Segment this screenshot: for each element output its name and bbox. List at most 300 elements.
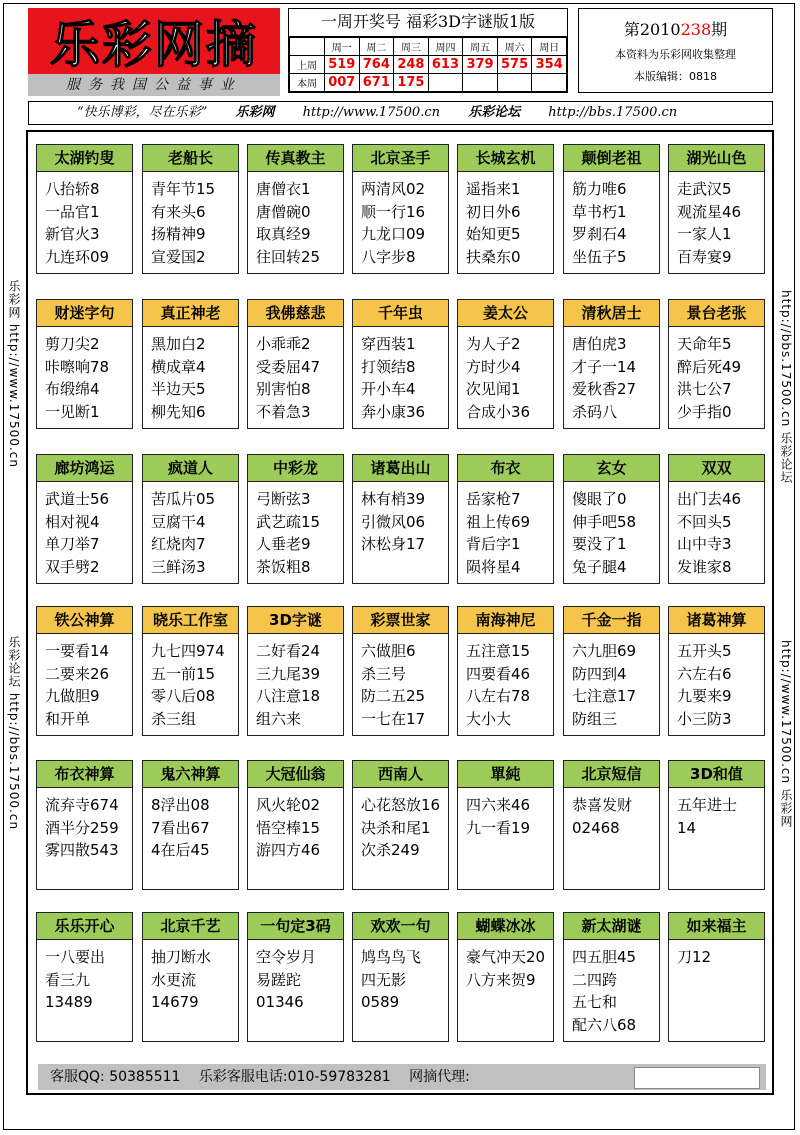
riddle-line (361, 556, 448, 578)
riddle-card (247, 454, 344, 584)
banner-quote: “快乐博彩，尽在乐彩” (77, 105, 208, 120)
riddle-line: 爱秋香27 (572, 380, 637, 398)
riddle-card-title: 颠倒老祖 (564, 145, 659, 172)
riddle-line: 流弃寺674 (45, 796, 119, 814)
riddle-line: 二要来26 (45, 664, 110, 683)
riddle-line: 13489 (45, 993, 93, 1011)
riddle-card-title: 西南人 (353, 761, 448, 788)
issue-panel (578, 8, 773, 93)
riddle-card-body (564, 482, 659, 578)
riddle-line: 决杀和尾1 (361, 818, 431, 837)
riddle-line: 一品官1 (45, 202, 100, 221)
this-week-number: 007 (325, 74, 360, 92)
riddle-line: 要没了1 (572, 535, 627, 553)
last-week-number: 519 (325, 56, 360, 74)
riddle-card-title: 廊坊鸿运 (37, 455, 132, 482)
riddle-card (142, 454, 239, 584)
riddle-card-title: 彩票世家 (353, 607, 448, 634)
riddle-card-body (143, 172, 238, 268)
riddle-card-body (248, 482, 343, 578)
riddle-line: 雾四散543 (45, 841, 119, 859)
this-week-number: 671 (359, 74, 394, 92)
riddle-line: 一七在17 (361, 709, 426, 728)
riddle-line: 茶饭粗8 (256, 557, 311, 576)
this-week-label: 本周 (290, 74, 325, 92)
riddle-card (247, 144, 344, 274)
footer (38, 1064, 766, 1090)
riddle-card-title: 老船长 (143, 145, 238, 172)
day-header: 周四 (428, 38, 463, 56)
riddle-card-body (248, 634, 343, 730)
riddle-card-title: 鬼六神算 (143, 761, 238, 788)
riddle-line: 出门去46 (677, 490, 742, 508)
riddle-card (563, 606, 660, 736)
riddle-line: 九七四974 (151, 642, 225, 660)
riddle-card-body (353, 172, 448, 268)
riddle-card-title: 长城玄机 (458, 145, 553, 172)
logo (28, 8, 280, 74)
riddle-line: 柳先知6 (151, 402, 206, 421)
riddle-card-title: 玄女 (564, 455, 659, 482)
riddle-card (457, 760, 554, 890)
riddle-line: 才子一14 (572, 357, 637, 376)
riddle-line: 山中寺3 (677, 535, 732, 553)
riddle-line: 次见闻1 (466, 380, 521, 398)
riddle-line: 半边天5 (151, 380, 206, 398)
riddle-line: 坐伍子5 (572, 247, 627, 266)
riddle-line: 沐松身17 (361, 535, 426, 553)
riddle-line: 横成章4 (151, 357, 206, 376)
riddle-card (142, 760, 239, 890)
riddle-line: 8浮出08 (151, 796, 210, 814)
riddle-card-title: 财迷字句 (37, 300, 132, 327)
riddle-card-title: 新太湖谜 (564, 913, 659, 940)
riddle-card (36, 144, 133, 274)
riddle-line: 初日外6 (466, 202, 521, 221)
riddle-line: 相对视4 (45, 512, 100, 531)
riddle-line: 易蹉跎 (256, 970, 302, 989)
riddle-line: 防四到4 (572, 664, 627, 683)
banner-site-url[interactable]: http://www.17500.cn (302, 105, 440, 120)
riddle-line: 遥指来1 (466, 180, 521, 198)
riddle-line: 三九尾39 (256, 664, 321, 683)
riddle-line: 洪七公7 (677, 380, 732, 398)
riddle-card-body (564, 327, 659, 423)
riddle-line: 小三防3 (677, 709, 732, 728)
riddle-line: 水更流 (151, 970, 197, 989)
riddle-line: 武艺疏15 (256, 512, 321, 531)
riddle-line: 观流星46 (677, 202, 742, 221)
riddle-card-body (353, 788, 448, 862)
riddle-card-body (37, 482, 132, 578)
riddle-line: 防组三 (572, 709, 618, 728)
riddle-line: 三鲜汤3 (151, 557, 206, 576)
riddle-card-body (248, 172, 343, 268)
riddle-line: 风火轮02 (256, 796, 321, 814)
riddle-line: 两清风02 (361, 180, 426, 198)
riddle-line: 五一前15 (151, 664, 216, 683)
riddle-line: 02468 (572, 818, 620, 837)
riddle-line: 青年节15 (151, 180, 216, 198)
editor: 本版编辑：0818 (634, 70, 717, 83)
logo-text: 乐彩网摘 (50, 16, 258, 74)
riddle-card (668, 299, 765, 429)
riddle-card (142, 606, 239, 736)
riddle-card (352, 606, 449, 736)
riddle-line: 抽刀断水 (151, 948, 212, 966)
riddle-line: 罗刹石4 (572, 225, 627, 243)
riddle-line: 有来头6 (151, 202, 206, 221)
riddle-line: 咔嚓响78 (45, 357, 110, 376)
riddle-line: 小乖乖2 (256, 335, 311, 353)
riddle-line: 01346 (256, 993, 304, 1011)
lottery-results-panel (288, 8, 568, 93)
riddle-line: 苦瓜片05 (151, 490, 216, 508)
riddle-card-body (564, 788, 659, 839)
riddle-card-body (669, 327, 764, 423)
day-header: 周五 (463, 38, 498, 56)
riddle-line: 一要看14 (45, 642, 110, 660)
riddle-line: 九连环09 (45, 247, 110, 266)
riddle-card (563, 912, 660, 1042)
riddle-line: 陨将星4 (466, 557, 521, 576)
riddle-card (36, 454, 133, 584)
banner (28, 101, 773, 125)
this-week-number (497, 74, 532, 92)
riddle-line: 不回头5 (677, 512, 732, 531)
day-header: 周一 (325, 38, 360, 56)
riddle-line: 五注意15 (466, 642, 531, 660)
riddle-card-body (37, 172, 132, 268)
riddle-line: 四无影 (361, 970, 407, 989)
riddle-card-title: 如来福主 (669, 913, 764, 940)
riddle-line: 四五胆45 (572, 948, 637, 966)
riddle-card-body (669, 940, 764, 969)
riddle-line: 4在后45 (151, 841, 210, 859)
riddle-card (457, 606, 554, 736)
side-text-left-bottom: 乐彩论坛 http://bbs.17500.cn (7, 636, 21, 831)
riddle-card-title: 太湖钓叟 (37, 145, 132, 172)
riddle-card-title: 3D字谜 (248, 607, 343, 634)
riddle-line: 恭喜发财 (572, 796, 633, 814)
issue-note: 本资料为乐彩网收集整理 (615, 48, 736, 61)
riddle-line: 一八要出 (45, 948, 106, 966)
riddle-line: 八方来贺9 (466, 970, 536, 989)
riddle-line: 七注意17 (572, 687, 637, 705)
riddle-card (668, 760, 765, 890)
day-header: 周三 (394, 38, 429, 56)
riddle-card-body (353, 634, 448, 730)
riddle-line: 九龙口09 (361, 225, 426, 243)
riddle-line: 往回转25 (256, 247, 321, 266)
riddle-line: 九做胆9 (45, 687, 100, 705)
riddle-line: 兔子腿4 (572, 557, 627, 576)
riddle-line: 八抬轿8 (45, 180, 100, 198)
riddle-line: 防二五25 (361, 687, 426, 705)
riddle-line: 杀三组 (151, 709, 197, 728)
day-header: 周日 (532, 38, 567, 56)
riddle-line: 奔小康36 (361, 402, 426, 421)
footer-qq: 客服QQ: 50385511 (50, 1069, 181, 1085)
riddle-line: 五七和 (572, 993, 618, 1011)
riddle-card-body (669, 482, 764, 578)
riddle-line: 引微风06 (361, 512, 426, 531)
riddle-card-body (248, 940, 343, 1014)
riddle-line: 百寿宴9 (677, 247, 732, 266)
riddle-line: 一家人1 (677, 225, 732, 243)
riddle-card-title: 南海神尼 (458, 607, 553, 634)
riddle-card (36, 760, 133, 890)
riddle-line: 新官火3 (45, 225, 100, 243)
riddle-line: 不着急3 (256, 402, 311, 421)
riddle-line: 一见断1 (45, 402, 100, 421)
last-week-number: 575 (497, 56, 532, 74)
riddle-card-body (458, 788, 553, 839)
riddle-card-body (143, 634, 238, 730)
riddle-line: 游四方46 (256, 841, 321, 859)
riddle-line: 唐僧衣1 (256, 180, 311, 198)
riddle-card-body (248, 327, 343, 423)
riddle-card-body (37, 788, 132, 862)
riddle-card-title: 大冠仙翁 (248, 761, 343, 788)
riddle-card (563, 144, 660, 274)
riddle-card-title: 北京千艺 (143, 913, 238, 940)
riddle-line: 穿西装1 (361, 335, 416, 353)
riddle-line: 九要来9 (677, 687, 732, 705)
riddle-line: 伸手吧58 (572, 512, 637, 531)
riddle-card (142, 912, 239, 1042)
riddle-line: 岳家枪7 (466, 490, 521, 508)
side-text-right-top: http://bbs.17500.cn 乐彩论坛 (779, 290, 793, 485)
riddle-card (36, 299, 133, 429)
riddle-card-body (143, 788, 238, 862)
riddle-card-title: 單純 (458, 761, 553, 788)
riddle-card (352, 144, 449, 274)
riddle-card-body (353, 327, 448, 423)
this-week-number (532, 74, 567, 92)
riddle-line: 看三九 (45, 970, 91, 989)
riddle-card-body (564, 634, 659, 730)
riddle-line: 配六八68 (572, 1015, 637, 1034)
last-week-number: 379 (463, 56, 498, 74)
riddle-card-title: 千金一指 (564, 607, 659, 634)
riddle-line: 始知更5 (466, 225, 521, 243)
riddle-line: 顺一行16 (361, 202, 426, 221)
riddle-card-body (458, 940, 553, 991)
riddle-line: 四六来46 (466, 796, 531, 814)
issue-number: 第2010238期 (623, 20, 728, 39)
riddle-line: 0589 (361, 993, 400, 1011)
riddle-line: 刀12 (677, 948, 712, 966)
riddle-line: 鸠鸟鸟飞 (361, 948, 422, 966)
riddle-card-title: 景台老张 (669, 300, 764, 327)
riddle-line: 次杀249 (361, 841, 420, 859)
riddle-card (247, 760, 344, 890)
banner-site-name: 乐彩网 (235, 105, 275, 120)
riddle-card (247, 299, 344, 429)
riddle-line: 草书朽1 (572, 202, 627, 221)
riddle-card-body (353, 482, 448, 578)
riddle-card (668, 144, 765, 274)
riddle-line: 祖上传69 (466, 512, 531, 531)
riddle-line: 酒半分259 (45, 818, 119, 837)
riddle-card-body (143, 482, 238, 578)
riddle-line: 发谁家8 (677, 557, 732, 576)
riddle-line: 悟空棒15 (256, 818, 321, 837)
riddle-card-body (37, 634, 132, 730)
banner-forum-name: 乐彩论坛 (468, 105, 521, 120)
day-header: 周六 (497, 38, 532, 56)
riddle-card-title: 一句定3码 (248, 913, 343, 940)
riddle-line: 别害怕8 (256, 380, 311, 398)
banner-forum-url[interactable]: http://bbs.17500.cn (548, 105, 678, 120)
this-week-number (463, 74, 498, 92)
riddle-card (668, 606, 765, 736)
riddle-card-body (669, 788, 764, 839)
riddle-card-title: 诸葛神算 (669, 607, 764, 634)
agent-field (634, 1067, 760, 1089)
riddle-card (142, 299, 239, 429)
riddle-card-title: 欢欢一句 (353, 913, 448, 940)
riddle-card (457, 454, 554, 584)
riddle-card-title: 中彩龙 (248, 455, 343, 482)
riddle-line: 傻眼了0 (572, 490, 627, 508)
riddle-card-title: 双双 (669, 455, 764, 482)
slogan: 服务我国公益事业 (28, 74, 280, 96)
riddle-line: 六九胆69 (572, 642, 637, 660)
riddle-line: 林有梢39 (361, 490, 426, 508)
riddle-card-body (564, 172, 659, 268)
riddle-line: 四要看46 (466, 664, 531, 683)
riddle-line: 二好看24 (256, 642, 321, 660)
riddle-grid (26, 130, 774, 1095)
day-header: 周二 (359, 38, 394, 56)
riddle-card (36, 606, 133, 736)
lottery-table (289, 37, 567, 92)
last-week-number: 764 (359, 56, 394, 74)
riddle-line: 弓断弦3 (256, 490, 311, 508)
last-week-number: 613 (428, 56, 463, 74)
riddle-line: 红烧肉7 (151, 535, 206, 553)
riddle-card (563, 299, 660, 429)
riddle-line: 武道士56 (45, 490, 110, 508)
riddle-line: 唐伯虎3 (572, 335, 627, 353)
riddle-card-body (669, 172, 764, 268)
riddle-card-body (458, 327, 553, 423)
riddle-line: 六左右6 (677, 664, 732, 683)
riddle-card-body (143, 940, 238, 1014)
riddle-card (247, 912, 344, 1042)
riddle-card-title: 乐乐开心 (37, 913, 132, 940)
riddle-line: 扶桑东0 (466, 247, 521, 266)
riddle-card-body (458, 482, 553, 578)
riddle-card-title: 蝴蝶冰冰 (458, 913, 553, 940)
riddle-card-title: 北京圣手 (353, 145, 448, 172)
riddle-line: 豪气冲天20 (466, 948, 546, 966)
riddle-line: 少手指0 (677, 402, 732, 421)
riddle-card-body (37, 940, 132, 1014)
riddle-line: 杀码八 (572, 402, 618, 421)
riddle-line: 大小大 (466, 709, 512, 728)
last-week-label: 上周 (290, 56, 325, 74)
riddle-card-body (37, 327, 132, 423)
riddle-line: 八字步8 (361, 247, 416, 266)
riddle-line: 受委屈47 (256, 357, 321, 376)
riddle-card-title: 千年虫 (353, 300, 448, 327)
riddle-line: 八左右78 (466, 687, 531, 705)
riddle-card (352, 760, 449, 890)
riddle-card-title: 真正神老 (143, 300, 238, 327)
riddle-card (352, 299, 449, 429)
riddle-card (457, 299, 554, 429)
last-week-number: 354 (532, 56, 567, 74)
riddle-line: 五开头5 (677, 642, 732, 660)
riddle-card-body (458, 634, 553, 730)
riddle-card-title: 湖光山色 (669, 145, 764, 172)
riddle-line: 布缎绵4 (45, 380, 100, 398)
side-text-right-bottom: http://www.17500.cn 乐彩网 (779, 640, 793, 828)
side-text-left-top: 乐彩网 http://www.17500.cn (7, 280, 21, 468)
riddle-card-body (458, 172, 553, 268)
riddle-line: 八注意18 (256, 687, 321, 705)
riddle-line: 开小车4 (361, 380, 416, 398)
riddle-line: 背后字1 (466, 535, 521, 553)
riddle-card-title: 晓乐工作室 (143, 607, 238, 634)
riddle-card (668, 912, 765, 1042)
riddle-line: 7看出67 (151, 818, 210, 837)
riddle-line: 唐僧碗0 (256, 202, 311, 221)
riddle-card (352, 912, 449, 1042)
riddle-line: 黑加白2 (151, 335, 206, 353)
riddle-card-title: 布衣神算 (37, 761, 132, 788)
riddle-line: 剪刀尖2 (45, 335, 100, 353)
riddle-line: 单刀举7 (45, 535, 100, 553)
riddle-card-body (669, 634, 764, 730)
riddle-card-title: 清秋居士 (564, 300, 659, 327)
riddle-line: 五年进士 (677, 796, 738, 814)
riddle-line: 空令岁月 (256, 948, 317, 966)
riddle-line: 打领结8 (361, 357, 416, 376)
riddle-card (563, 454, 660, 584)
riddle-line: 天命年5 (677, 335, 732, 353)
riddle-line: 九一看19 (466, 818, 531, 837)
riddle-line: 双手劈2 (45, 557, 100, 576)
riddle-card-title: 诸葛出山 (353, 455, 448, 482)
riddle-card-title: 布衣 (458, 455, 553, 482)
riddle-line: 六做胆6 (361, 642, 416, 660)
riddle-line: 零八后08 (151, 687, 216, 705)
riddle-card-title: 姜太公 (458, 300, 553, 327)
riddle-line: 和开单 (45, 709, 91, 728)
riddle-card-body (143, 327, 238, 423)
riddle-line: 14679 (151, 993, 199, 1011)
this-week-number: 175 (394, 74, 429, 92)
riddle-line: 取真经9 (256, 225, 311, 243)
footer-agent: 网摘代理: (409, 1069, 470, 1085)
riddle-line: 14 (677, 818, 697, 837)
riddle-card (352, 454, 449, 584)
riddle-line: 筋力唯6 (572, 180, 627, 198)
riddle-line: 宣爱国2 (151, 247, 206, 266)
riddle-card-body (248, 788, 343, 862)
riddle-card-title: 我佛慈悲 (248, 300, 343, 327)
riddle-card-body (353, 940, 448, 1014)
riddle-line: 二四跨 (572, 970, 618, 989)
riddle-card-title: 传真教主 (248, 145, 343, 172)
riddle-line: 心花怒放16 (361, 796, 441, 814)
riddle-line: 杀三号 (361, 664, 407, 683)
riddle-line: 方时少4 (466, 357, 521, 376)
